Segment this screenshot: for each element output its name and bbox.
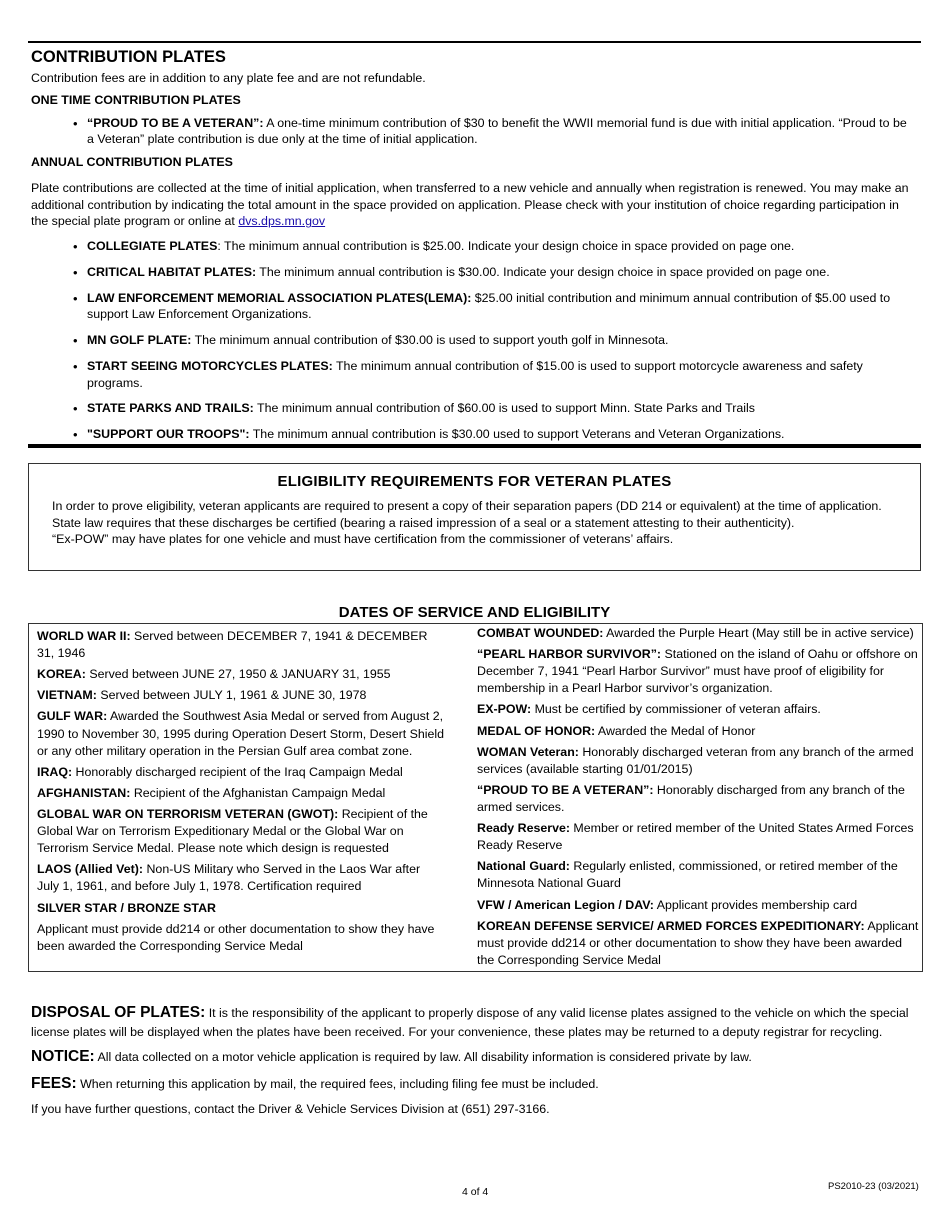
form-number: PS2010-23 (03/2021) [828, 1181, 919, 1192]
one-time-list [31, 115, 916, 148]
list-item [87, 238, 916, 255]
eligibility-text [52, 498, 902, 547]
entry-text: Awarded the Southwest Asia Medal or served from August 2, 1990 to November 30, 1995 during Operation Desert Storm, Desert Shield or any other military operation in the Persian Gulf area combat zone. [37, 709, 445, 758]
annual-paragraph [31, 180, 916, 230]
item-label: START SEEING MOTORCYCLES PLATES: [87, 358, 333, 373]
list-item [87, 115, 916, 148]
dates-right-column [477, 625, 919, 973]
disposal-text: It is the responsibility of the applicant to properly dispose of any valid license plates assigned to the vehicle on which the special license plates will be displayed when the plates have been received. For your convenience, these plates may be returned to a deputy registrar for recycling. [31, 1006, 909, 1039]
item-label: “PROUD TO BE A VETERAN”: [87, 115, 264, 130]
list-item [87, 332, 916, 349]
entry-text: Stationed on the island of Oahu or offshore on December 7, 1941 “Pearl Harbor Survivor” must have proof of eligibility for membership in a Pearl Harbor survivor’s organization. [477, 647, 918, 696]
service-entry [477, 744, 919, 778]
eligibility-line: State law requires that these discharges be certified (bearing a raised impression of a seal or a statement attesting to their authenticity). [52, 515, 795, 530]
item-label: CRITICAL HABITAT PLATES: [87, 264, 257, 279]
entry-label: COMBAT WOUNDED: [477, 626, 604, 640]
service-entry [477, 625, 919, 642]
entry-label: Ready Reserve: [477, 821, 570, 836]
list-item [87, 426, 916, 443]
service-entry [477, 820, 919, 854]
list-item [87, 400, 916, 417]
notice-note [31, 1047, 919, 1068]
eligibility-line: “Ex-POW” may have plates for one vehicle and must have certification from the commissioner of veterans’ affairs. [52, 532, 674, 546]
entry-text: Recipient of the Afghanistan Campaign Medal [130, 785, 386, 800]
service-entry [37, 764, 445, 781]
service-entry [477, 897, 919, 914]
entry-label: EX-POW: [477, 702, 532, 717]
notice-label: NOTICE: [31, 1047, 95, 1065]
entry-text: Served between DECEMBER 7, 1941 & DECEMBER 31, 1946 [37, 629, 428, 661]
entry-text: Awarded the Medal of Honor [595, 723, 756, 738]
service-entry [477, 646, 919, 697]
item-text: The minimum annual contribution is $30.00. Indicate your design choice in space provided on page one. [256, 264, 830, 279]
entry-label: WORLD WAR II: [37, 629, 131, 643]
item-text: The minimum annual contribution of $60.00 is used to support Minn. State Parks and Trails [253, 401, 755, 416]
entry-label: IRAQ: [37, 764, 73, 779]
service-entry [477, 701, 919, 718]
dates-box [28, 623, 923, 972]
dvs-website-link[interactable]: dvs.dps.mn.gov [238, 214, 326, 229]
entry-text: Applicant provides membership card [653, 897, 858, 912]
entry-text: Applicant must provide dd214 or other documentation to show they have been awarded the Corresponding Service Medal [477, 918, 919, 967]
service-entry [37, 687, 445, 704]
entry-text: Honorably discharged recipient of the Iraq Campaign Medal [72, 764, 403, 779]
list-item [87, 358, 916, 391]
contribution-intro: Contribution fees are in addition to any plate fee and are not refundable. [31, 71, 426, 86]
entry-label: AFGHANISTAN: [37, 785, 131, 800]
entry-text: Served between JUNE 27, 1950 & JANUARY 31, 1955 [85, 667, 391, 682]
service-entry [477, 723, 919, 740]
fees-label: FEES: [31, 1074, 77, 1092]
entry-text: Non-US Military who Served in the Laos War after July 1, 1961, and before July 1, 1978. Certification required [37, 862, 421, 894]
disposal-label: DISPOSAL OF PLATES: [31, 1004, 206, 1021]
contact-note: If you have further questions, contact the Driver & Vehicle Services Division at (651) 297-3166. [31, 1101, 550, 1116]
entry-label: MEDAL OF HONOR: [477, 723, 596, 738]
annual-heading: ANNUAL CONTRIBUTION PLATES [31, 155, 233, 170]
item-label: LAW ENFORCEMENT MEMORIAL ASSOCIATION PLATES(LEMA): [87, 290, 472, 305]
entry-label: KOREAN DEFENSE SERVICE/ ARMED FORCES EXPEDITIONARY: [477, 918, 865, 933]
entry-label: “PROUD TO BE A VETERAN”: [477, 782, 654, 797]
service-entry [37, 861, 445, 895]
service-entry [37, 785, 445, 802]
entry-label: SILVER STAR / BRONZE STAR [37, 900, 216, 915]
item-text: : The minimum annual contribution is $25.00. Indicate your design choice in space provided on page one. [217, 239, 795, 254]
service-entry [37, 708, 445, 759]
item-text: A one-time minimum contribution of $30 to benefit the WWII memorial fund is due with initial application. “Proud to be a Veteran” plate contribution is due only at the time of initial application. [87, 115, 907, 147]
entry-text: Recipient of the Global War on Terrorism Expeditionary Medal or the Global War on Terrorism Service Medal. Please note which design is requested [37, 806, 428, 856]
entry-label: National Guard: [477, 859, 570, 874]
section-divider [28, 444, 921, 448]
footer-notes [31, 1003, 919, 1122]
contribution-title: CONTRIBUTION PLATES [31, 48, 226, 66]
item-label: "SUPPORT OUR TROOPS": [87, 427, 250, 442]
entry-label: “PEARL HARBOR SURVIVOR”: [477, 647, 662, 662]
fees-text: When returning this application by mail, the required fees, including filing fee must be included. [76, 1076, 599, 1091]
item-label: MN GOLF PLATE: [87, 333, 192, 348]
entry-text: Must be certified by commissioner of veteran affairs. [531, 702, 821, 717]
entry-label: GLOBAL WAR ON TERRORISM VETERAN (GWOT): [37, 806, 339, 821]
item-label: STATE PARKS AND TRAILS: [87, 401, 254, 416]
service-entry [477, 782, 919, 816]
eligibility-line: In order to prove eligibility, veteran applicants are required to present a copy of their separation papers (DD 214 or equivalent) at the time of application. [52, 499, 882, 514]
contribution-plates-section [31, 46, 916, 452]
service-entry [477, 918, 919, 969]
service-entry [37, 628, 445, 662]
dates-title: DATES OF SERVICE AND ELIGIBILITY [338, 604, 611, 621]
list-item [87, 290, 916, 323]
entry-label: GULF WAR: [37, 709, 108, 724]
service-entry [37, 921, 445, 955]
annual-paragraph-text: Plate contributions are collected at the time of initial application, when transferred to a new vehicle and annually when registration is renewed. You may make an additional contribution by indicating the total amount in the space provided on application. Please check with your institution of choice regarding participation in the special plate program or online at [31, 180, 909, 229]
service-entry [37, 806, 445, 857]
eligibility-title: ELIGIBILITY REQUIREMENTS FOR VETERAN PLATES [277, 473, 672, 490]
item-text: The minimum annual contribution of $15.00 is used to support motorcycle awareness and safety programs. [87, 358, 863, 390]
item-text: $25.00 initial contribution and minimum annual contribution of $5.00 used to support Law Enforcement Organizations. [87, 290, 891, 322]
entry-label: VIETNAM: [37, 688, 97, 703]
item-text: The minimum annual contribution is $30.00 used to support Veterans and Veteran Organizations. [249, 427, 785, 442]
entry-label: KOREA: [37, 667, 86, 682]
entry-text: Applicant must provide dd214 or other documentation to show they have been awarded the Corresponding Service Medal [37, 921, 435, 953]
top-divider [28, 41, 921, 43]
item-label: COLLEGIATE PLATES [87, 239, 218, 254]
service-entry [37, 666, 445, 683]
entry-text: Honorably discharged from any branch of the armed services. [477, 782, 905, 814]
eligibility-box [28, 463, 921, 571]
dates-left-column [37, 628, 445, 959]
entry-text: Member or retired member of the United States Armed Forces Ready Reserve [477, 821, 914, 853]
fees-note [31, 1074, 919, 1095]
item-text: The minimum annual contribution of $30.00 is used to support youth golf in Minnesota. [191, 333, 669, 348]
one-time-heading: ONE TIME CONTRIBUTION PLATES [31, 93, 241, 107]
disposal-note [31, 1003, 919, 1041]
entry-text: Served between JULY 1, 1961 & JUNE 30, 1978 [96, 688, 367, 703]
page-number: 4 of 4 [462, 1186, 489, 1198]
list-item [87, 264, 916, 281]
service-entry [477, 858, 919, 892]
notice-text: All data collected on a motor vehicle application is required by law. All disability information is considered private by law. [94, 1049, 752, 1064]
entry-text: Awarded the Purple Heart (May still be in active service) [603, 626, 914, 640]
service-entry [37, 900, 445, 917]
entry-text: Honorably discharged veteran from any branch of the armed services (available starting 01/01/2015) [477, 744, 914, 776]
entry-label: LAOS (Allied Vet): [37, 862, 144, 877]
entry-text: Regularly enlisted, commissioned, or retired member of the Minnesota National Guard [477, 859, 898, 891]
entry-label: VFW / American Legion / DAV: [477, 897, 654, 912]
entry-label: WOMAN Veteran: [477, 744, 579, 759]
annual-list [31, 238, 916, 443]
